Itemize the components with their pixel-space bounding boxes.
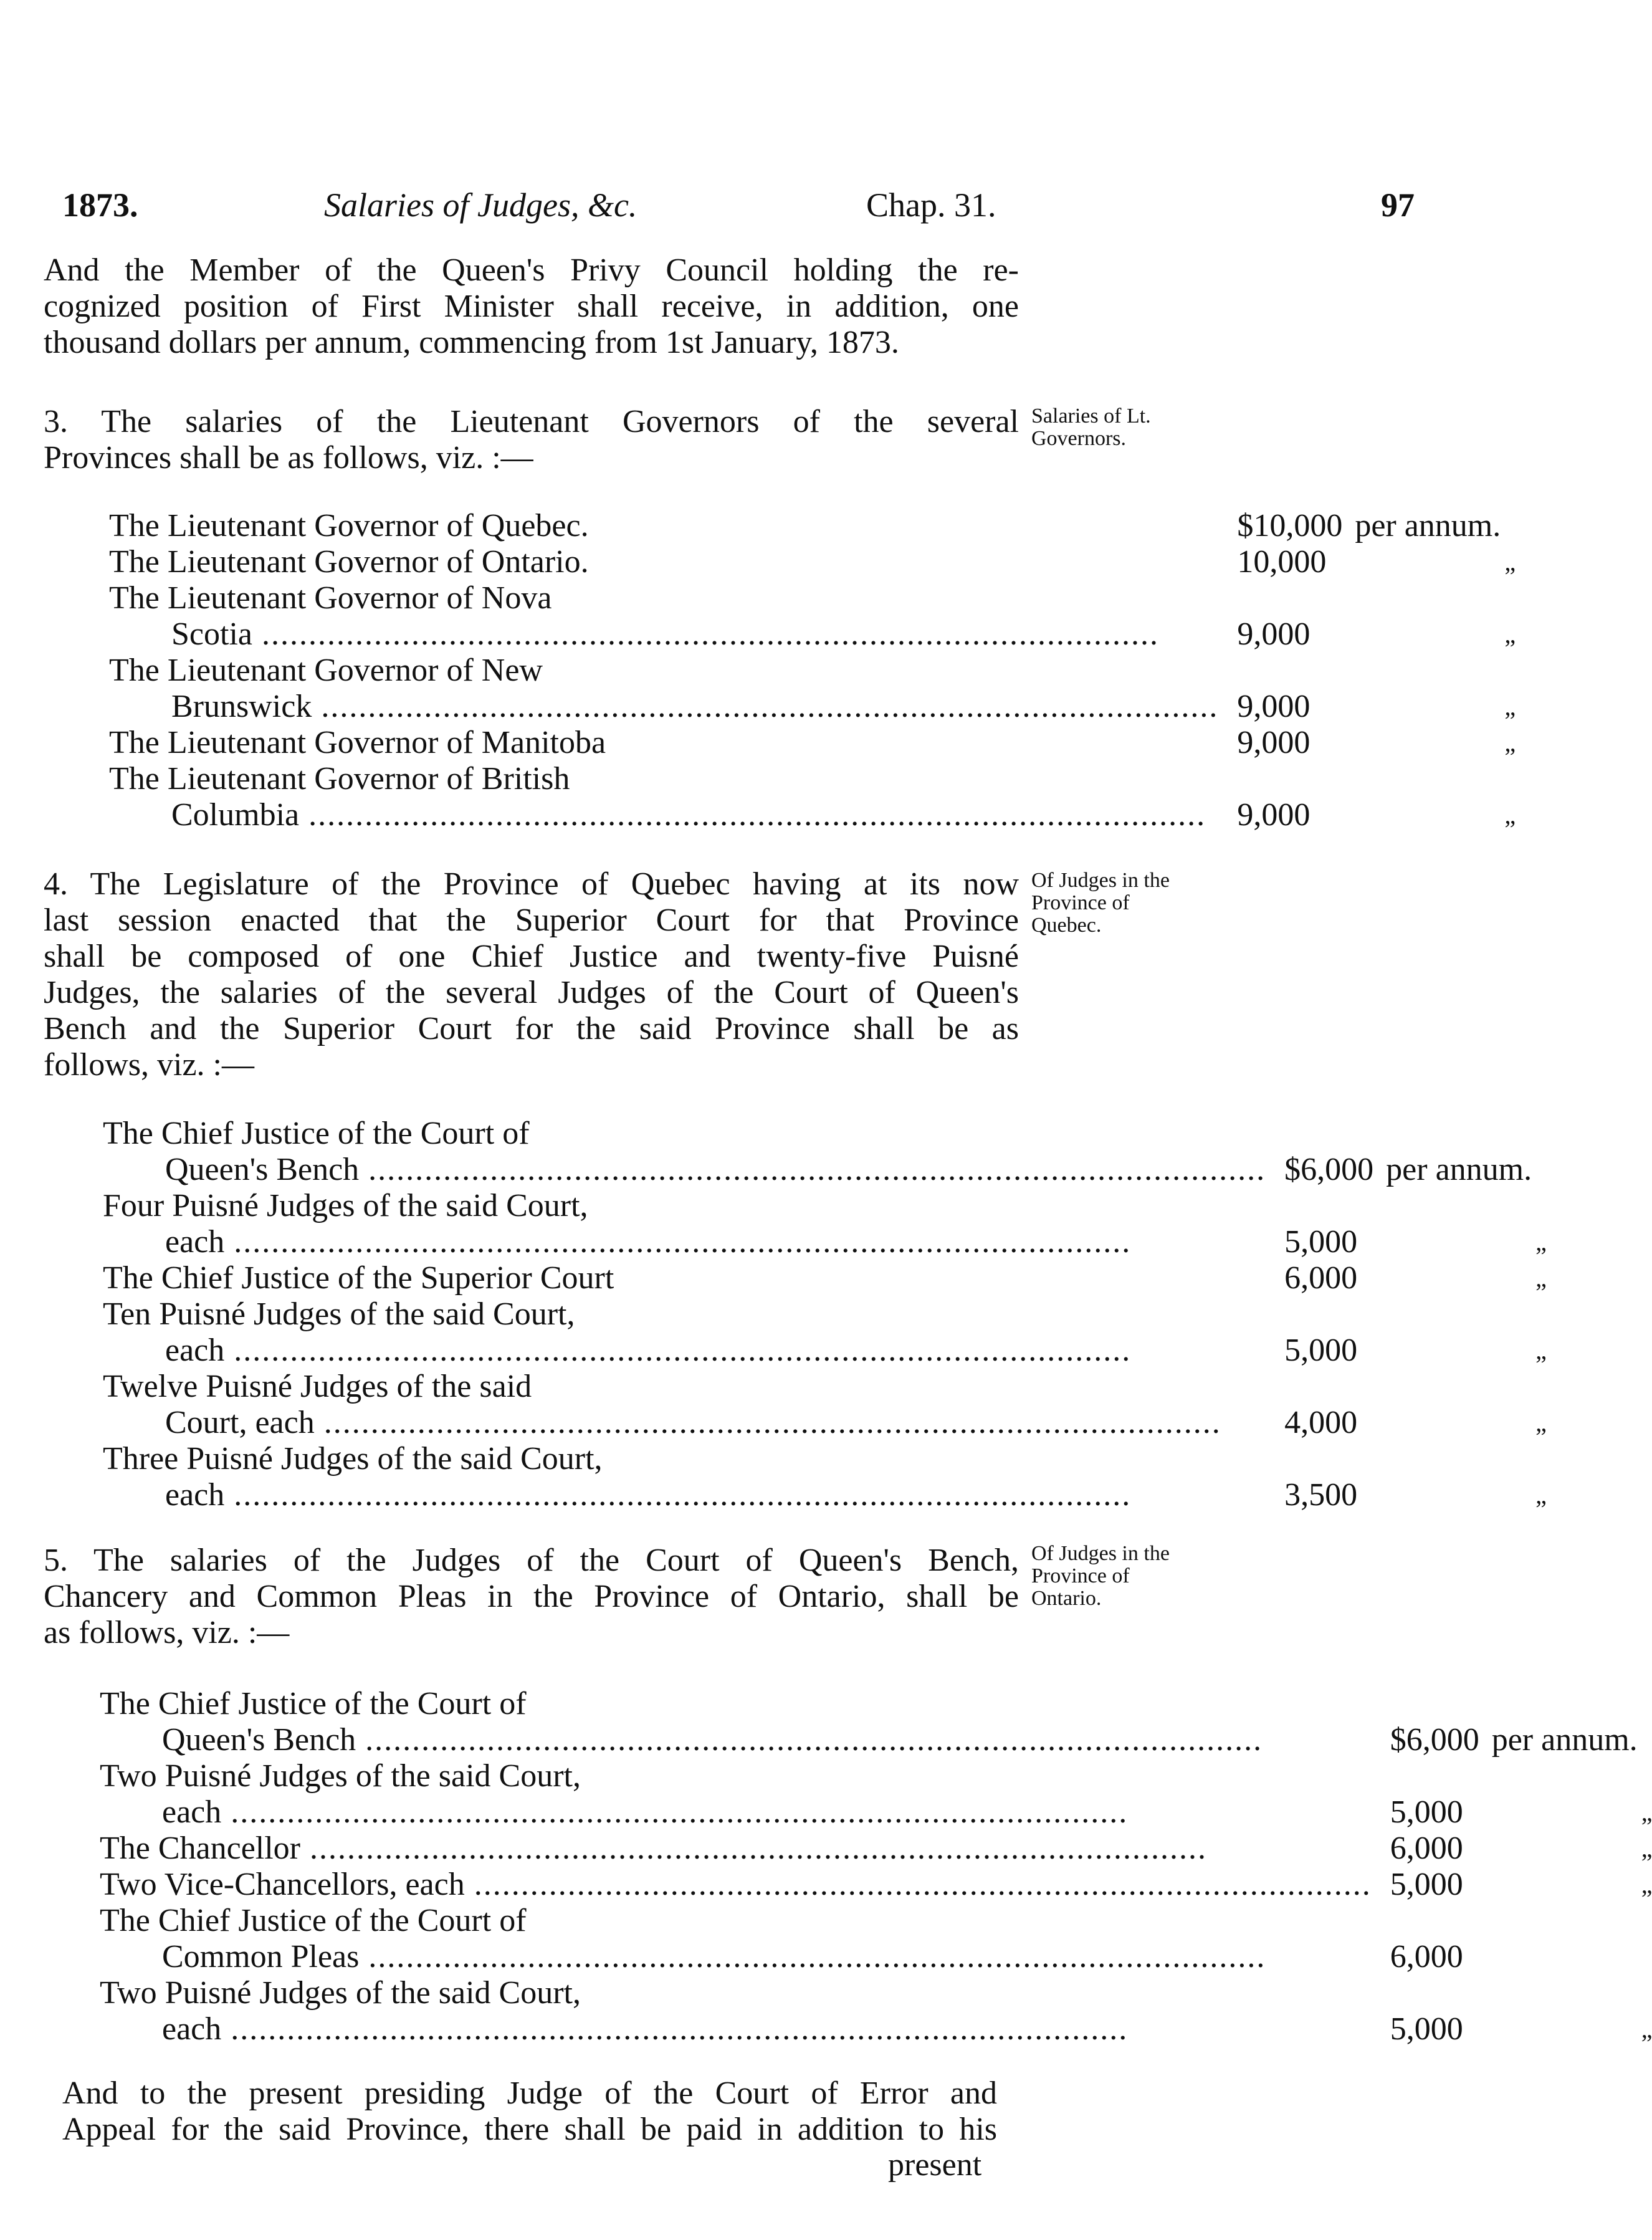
salary-period: „ xyxy=(1504,620,1516,648)
salary-period: „ xyxy=(1504,692,1516,720)
header-page-number: 97 xyxy=(1381,186,1415,224)
quebec-judges-salary-table xyxy=(103,1116,1547,1513)
schedule-item-label: Two Vice-Chancellors, each ..... xyxy=(100,1867,1372,1903)
schedule-item xyxy=(100,1867,1372,1903)
paragraph-line: last session enacted that the Superior Court for that Province xyxy=(44,902,1019,938)
schedule-item-label: Three Puisné Judges of the said Court, xyxy=(103,1441,603,1477)
schedule-item xyxy=(103,1188,1266,1260)
paragraph-line: 4. The Legislature of the Province of Quebec having at its now xyxy=(44,866,1019,902)
schedule-row xyxy=(109,761,1516,833)
paragraph-line: shall be composed of one Chief Justice and twenty-five Puisné xyxy=(44,939,1019,974)
paragraph-line: thousand dollars per annum, commencing from 1st January, 1873. xyxy=(44,325,899,360)
schedule-item-label-continued: each ..... xyxy=(100,1794,1372,1831)
lt-governors-salary-table xyxy=(109,508,1516,833)
salary-period: „ xyxy=(1641,2015,1652,2043)
schedule-item-label-continued: each ..... xyxy=(103,1224,1266,1260)
paragraph-line: as follows, viz. :— xyxy=(44,1615,290,1650)
schedule-item-label-continued: Queen's Bench ..... xyxy=(100,1722,1372,1758)
schedule-row xyxy=(103,1116,1547,1188)
schedule-item xyxy=(100,1831,1372,1867)
salary-period: „ xyxy=(1641,1834,1652,1862)
schedule-row xyxy=(100,1758,1652,1831)
schedule-item-label: Twelve Puisné Judges of the said xyxy=(103,1369,532,1404)
running-header xyxy=(62,187,1415,231)
catchword: present xyxy=(888,2147,982,2183)
leader-dots xyxy=(224,1224,1131,1260)
leader-dots xyxy=(359,1152,1266,1187)
paragraph-line: Bench and the Superior Court for the said Province shall be as xyxy=(44,1011,1019,1046)
schedule-item-label-continued: Brunswick ..... xyxy=(109,689,1218,725)
salary-amount: 5,000 xyxy=(1390,1867,1463,1902)
salary-amount: 4,000 xyxy=(1284,1405,1358,1440)
leader-dots xyxy=(221,2011,1128,2047)
schedule-item xyxy=(109,508,1218,544)
salary-period: „ xyxy=(1535,1481,1547,1509)
paragraph-line: Chancery and Common Pleas in the Province of Ontario, shall be xyxy=(44,1579,1019,1614)
schedule-item xyxy=(103,1441,1266,1513)
schedule-row xyxy=(100,1867,1652,1903)
header-chapter: Chap. 31. xyxy=(866,186,996,224)
schedule-item xyxy=(100,1975,1372,2047)
leader-dots xyxy=(299,797,1206,833)
salary-amount: 6,000 xyxy=(1284,1260,1358,1296)
schedule-item xyxy=(100,1758,1372,1831)
leader-dots xyxy=(312,689,1218,724)
salary-period: „ xyxy=(1535,1228,1547,1256)
paragraph-line: 3. The salaries of the Lieutenant Governors of the several xyxy=(44,404,1019,439)
paragraph-line: And the Member of the Queen's Privy Council holding the re- xyxy=(44,252,1019,288)
schedule-row xyxy=(109,653,1516,725)
salary-period: „ xyxy=(1641,1798,1652,1826)
paragraph-line: 5. The salaries of the Judges of the Court of Queen's Bench, xyxy=(44,1543,1019,1578)
salary-amount: $10,000 xyxy=(1237,508,1343,543)
salary-amount: 5,000 xyxy=(1390,1794,1463,1830)
schedule-row xyxy=(109,508,1516,544)
salary-amount: 9,000 xyxy=(1237,689,1311,724)
salary-period: „ xyxy=(1504,729,1516,757)
schedule-item-label-continued: Court, each ..... xyxy=(103,1405,1266,1441)
salary-amount: $6,000 xyxy=(1390,1722,1479,1758)
header-year: 1873. xyxy=(62,186,138,224)
salary-period xyxy=(1479,1903,1652,1975)
schedule-item xyxy=(103,1116,1266,1188)
margin-note-ontario-judges: Of Judges in the Province of Ontario. xyxy=(1031,1542,1170,1610)
schedule-item-label-continued: Scotia ..... xyxy=(109,616,1218,653)
schedule-row xyxy=(109,725,1516,761)
section-3-paragraph xyxy=(44,404,1019,476)
leader-dots xyxy=(465,1867,1372,1902)
leader-dots xyxy=(359,1939,1266,1974)
salary-period: „ xyxy=(1535,1336,1547,1364)
schedule-row xyxy=(103,1296,1547,1369)
schedule-item-label: The Chief Justice of the Court of xyxy=(100,1686,527,1721)
schedule-item xyxy=(109,725,1218,761)
header-title: Salaries of Judges, &c. xyxy=(324,186,637,224)
schedule-item-label: The Chancellor ..... xyxy=(100,1831,1372,1867)
salary-amount: 9,000 xyxy=(1237,616,1311,652)
schedule-item xyxy=(103,1296,1266,1369)
schedule-row xyxy=(109,580,1516,653)
paragraph-line: And to the present presiding Judge of the Court of Error and xyxy=(62,2075,997,2111)
schedule-item-label-continued: each ..... xyxy=(103,1333,1266,1369)
salary-amount: 10,000 xyxy=(1237,544,1327,580)
salary-amount: 6,000 xyxy=(1390,1939,1463,1974)
leader-dots xyxy=(300,1831,1207,1866)
paragraph-line: Appeal for the said Province, there shall be paid in addition to his xyxy=(62,2112,997,2147)
schedule-row xyxy=(103,1369,1547,1441)
intro-paragraph xyxy=(44,252,1019,361)
salary-amount: 5,000 xyxy=(1284,1333,1358,1368)
leader-dots xyxy=(221,1794,1128,1830)
salary-amount: 9,000 xyxy=(1237,797,1311,833)
leader-dots xyxy=(356,1722,1263,1758)
schedule-item-label-continued: each ..... xyxy=(103,1477,1266,1513)
salary-amount: 6,000 xyxy=(1390,1831,1463,1866)
salary-amount: $6,000 xyxy=(1284,1152,1374,1187)
schedule-row xyxy=(109,544,1516,580)
schedule-item-label: The Lieutenant Governor of Manitoba xyxy=(109,725,606,760)
schedule-row xyxy=(100,1975,1652,2047)
schedule-row xyxy=(100,1686,1652,1758)
schedule-item-label-continued: Common Pleas ..... xyxy=(100,1939,1372,1975)
paragraph-line: Judges, the salaries of the several Judges of the Court of Queen's xyxy=(44,975,1019,1010)
schedule-row xyxy=(100,1903,1652,1975)
schedule-item-label: Two Puisné Judges of the said Court, xyxy=(100,1975,581,2011)
section-4-paragraph xyxy=(44,866,1019,1083)
schedule-row xyxy=(103,1441,1547,1513)
schedule-item-label: The Lieutenant Governor of New xyxy=(109,653,543,688)
salary-amount: 9,000 xyxy=(1237,725,1311,760)
schedule-item-label: The Lieutenant Governor of British xyxy=(109,761,570,797)
schedule-item xyxy=(100,1686,1372,1758)
leader-dots xyxy=(224,1477,1131,1513)
margin-note-quebec-judges: Of Judges in the Province of Quebec. xyxy=(1031,869,1170,937)
paragraph-line: follows, viz. :— xyxy=(44,1047,254,1083)
salary-amount: 3,500 xyxy=(1284,1477,1358,1513)
paragraph-line: cognized position of First Minister shall receive, in addition, one xyxy=(44,289,1019,324)
schedule-row xyxy=(100,1831,1652,1867)
leader-dots xyxy=(315,1405,1221,1440)
schedule-item-label: The Lieutenant Governor of Nova xyxy=(109,580,552,616)
schedule-item-label: The Chief Justice of the Superior Court xyxy=(103,1260,614,1296)
schedule-item xyxy=(100,1903,1372,1975)
schedule-item-label-continued: Queen's Bench ..... xyxy=(103,1152,1266,1188)
schedule-row xyxy=(103,1188,1547,1260)
schedule-item-label: The Chief Justice of the Court of xyxy=(103,1116,530,1151)
margin-note-lt-governors: Salaries of Lt. Governors. xyxy=(1031,404,1151,450)
salary-period: „ xyxy=(1535,1264,1547,1292)
salary-period: per annum. xyxy=(1491,1722,1638,1758)
schedule-item xyxy=(103,1260,1266,1296)
leader-dots xyxy=(224,1333,1131,1368)
salary-period: „ xyxy=(1504,801,1516,829)
schedule-item-label-continued: Columbia ..... xyxy=(109,797,1218,833)
schedule-item xyxy=(103,1369,1266,1441)
salary-period: „ xyxy=(1535,1409,1547,1437)
leader-dots xyxy=(252,616,1159,652)
schedule-item-label: The Lieutenant Governor of Ontario. xyxy=(109,544,589,580)
ontario-judges-salary-table xyxy=(100,1686,1652,2047)
schedule-row xyxy=(103,1260,1547,1296)
salary-amount: 5,000 xyxy=(1284,1224,1358,1260)
section-5-paragraph xyxy=(44,1543,1019,1651)
closing-paragraph xyxy=(62,2075,997,2148)
schedule-item xyxy=(109,580,1218,653)
salary-period: per annum. xyxy=(1386,1152,1532,1187)
schedule-item xyxy=(109,544,1218,580)
schedule-item xyxy=(109,761,1218,833)
salary-period: „ xyxy=(1641,1870,1652,1898)
schedule-item-label: Four Puisné Judges of the said Court, xyxy=(103,1188,588,1223)
schedule-item-label: Two Puisné Judges of the said Court, xyxy=(100,1758,581,1794)
salary-amount: 5,000 xyxy=(1390,2011,1463,2047)
schedule-item-label: Ten Puisné Judges of the said Court, xyxy=(103,1296,575,1332)
schedule-item-label: The Lieutenant Governor of Quebec. xyxy=(109,508,589,543)
salary-period: „ xyxy=(1504,548,1516,576)
schedule-item-label-continued: each ..... xyxy=(100,2011,1372,2047)
paragraph-line: Provinces shall be as follows, viz. :— xyxy=(44,440,533,476)
schedule-item xyxy=(109,653,1218,725)
schedule-item-label: The Chief Justice of the Court of xyxy=(100,1903,527,1938)
salary-period: per annum. xyxy=(1355,508,1501,543)
